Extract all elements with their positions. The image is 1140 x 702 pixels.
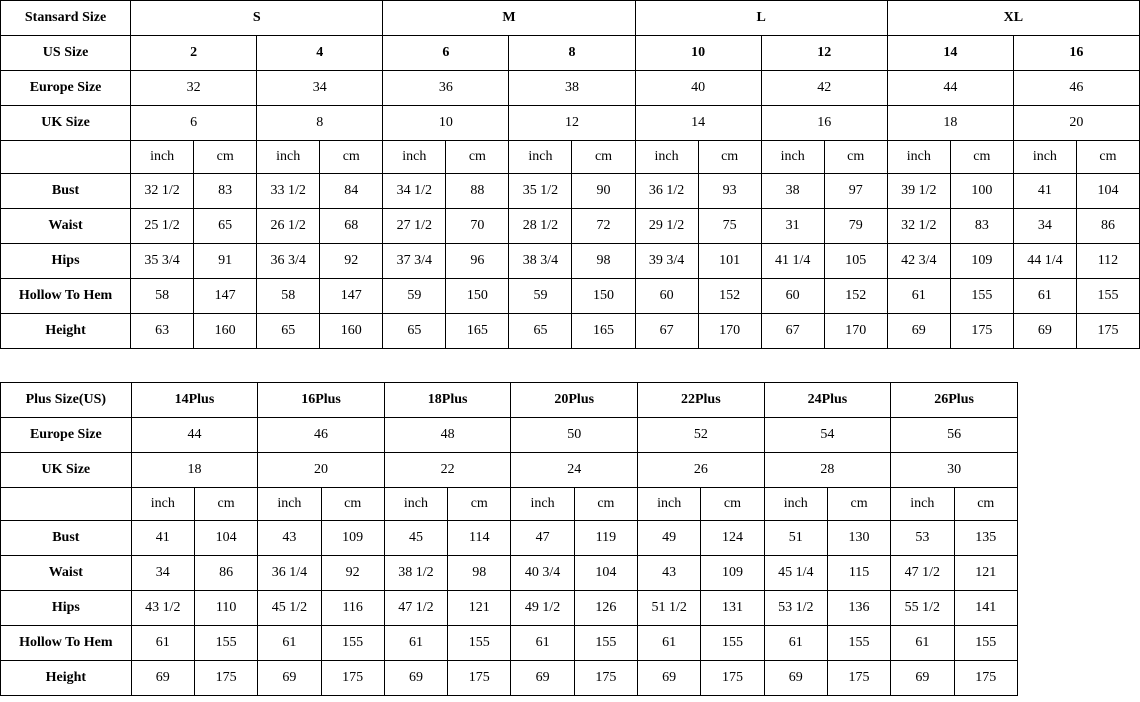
row-label-europe-size: Europe Size [1, 71, 131, 106]
hips-value: 91 [194, 244, 257, 279]
height-value: 65 [383, 314, 446, 349]
plus-unit-cell: inch [131, 488, 194, 521]
hollow-to-hem-value: 60 [761, 279, 824, 314]
uk-size-value: 20 [1013, 106, 1139, 141]
unit-cell: cm [194, 141, 257, 174]
height-value: 170 [824, 314, 887, 349]
bust-value: 34 1/2 [383, 174, 446, 209]
bust-value: 93 [698, 174, 761, 209]
waist-value: 26 1/2 [257, 209, 320, 244]
plus-hips-value: 53 1/2 [764, 591, 827, 626]
bust-value: 33 1/2 [257, 174, 320, 209]
plus-height-value: 69 [764, 661, 827, 696]
hollow-to-hem-value: 147 [194, 279, 257, 314]
europe-size-value: 42 [761, 71, 887, 106]
plus-bust-value: 41 [131, 521, 194, 556]
table-row-plus-sizes [1, 383, 1018, 418]
plus-uk-size-value: 22 [384, 453, 511, 488]
uk-size-value: 10 [383, 106, 509, 141]
standard-size-table [0, 0, 1140, 349]
plus-bust-value: 45 [384, 521, 447, 556]
table-row-europe-size [1, 71, 1140, 106]
table-row-uk-size [1, 106, 1140, 141]
bust-value: 83 [194, 174, 257, 209]
europe-size-value: 32 [131, 71, 257, 106]
waist-value: 72 [572, 209, 635, 244]
row-label-hips: Hips [1, 244, 131, 279]
us-size-value: 16 [1013, 36, 1139, 71]
waist-value: 83 [950, 209, 1013, 244]
row-label-height: Height [1, 314, 131, 349]
plus-europe-size-value: 52 [638, 418, 765, 453]
plus-hips-value: 136 [827, 591, 890, 626]
unit-cell: cm [446, 141, 509, 174]
waist-value: 25 1/2 [131, 209, 194, 244]
plus-bust-value: 51 [764, 521, 827, 556]
size-group-xl: XL [887, 1, 1139, 36]
us-size-value: 6 [383, 36, 509, 71]
plus-unit-cell: inch [891, 488, 954, 521]
plus-uk-size-value: 26 [638, 453, 765, 488]
plus-waist-value: 43 [638, 556, 701, 591]
plus-size-14: 14Plus [131, 383, 258, 418]
bust-value: 97 [824, 174, 887, 209]
height-value: 65 [257, 314, 320, 349]
plus-bust-value: 109 [321, 521, 384, 556]
unit-cell: inch [383, 141, 446, 174]
table-row-plus-hollow-to-hem [1, 626, 1018, 661]
hips-value: 92 [320, 244, 383, 279]
hollow-to-hem-value: 58 [257, 279, 320, 314]
plus-waist-value: 115 [827, 556, 890, 591]
plus-height-value: 175 [574, 661, 637, 696]
plus-bust-value: 130 [827, 521, 890, 556]
hips-value: 39 3/4 [635, 244, 698, 279]
bust-value: 84 [320, 174, 383, 209]
waist-value: 28 1/2 [509, 209, 572, 244]
plus-hips-value: 116 [321, 591, 384, 626]
hips-value: 96 [446, 244, 509, 279]
plus-unit-cell: cm [954, 488, 1018, 521]
plus-waist-value: 34 [131, 556, 194, 591]
plus-size-18: 18Plus [384, 383, 511, 418]
table-row-plus-waist [1, 556, 1018, 591]
plus-hips-value: 110 [194, 591, 257, 626]
us-size-value: 10 [635, 36, 761, 71]
waist-value: 75 [698, 209, 761, 244]
plus-bust-value: 124 [701, 521, 764, 556]
plus-hollow-to-hem-value: 61 [384, 626, 447, 661]
plus-waist-value: 104 [574, 556, 637, 591]
plus-height-value: 69 [258, 661, 321, 696]
hollow-to-hem-value: 59 [383, 279, 446, 314]
plus-europe-size-value: 50 [511, 418, 638, 453]
plus-unit-cell: inch [764, 488, 827, 521]
us-size-value: 8 [509, 36, 635, 71]
height-value: 160 [320, 314, 383, 349]
plus-waist-value: 121 [954, 556, 1018, 591]
bust-value: 39 1/2 [887, 174, 950, 209]
size-group-m: M [383, 1, 635, 36]
row-label-plus-europe-size: Europe Size [1, 418, 132, 453]
plus-height-value: 69 [511, 661, 574, 696]
hips-value: 105 [824, 244, 887, 279]
bust-value: 36 1/2 [635, 174, 698, 209]
plus-bust-value: 53 [891, 521, 954, 556]
waist-value: 31 [761, 209, 824, 244]
plus-bust-value: 43 [258, 521, 321, 556]
unit-cell: inch [131, 141, 194, 174]
table-row-size-groups [1, 1, 1140, 36]
europe-size-value: 40 [635, 71, 761, 106]
plus-europe-size-value: 46 [258, 418, 385, 453]
table-row-waist [1, 209, 1140, 244]
waist-value: 34 [1013, 209, 1076, 244]
waist-value: 86 [1076, 209, 1139, 244]
bust-value: 104 [1076, 174, 1139, 209]
bust-value: 41 [1013, 174, 1076, 209]
plus-unit-cell: cm [194, 488, 257, 521]
europe-size-value: 36 [383, 71, 509, 106]
plus-waist-value: 40 3/4 [511, 556, 574, 591]
row-label-hollow-to-hem: Hollow To Hem [1, 279, 131, 314]
plus-hips-value: 126 [574, 591, 637, 626]
height-value: 170 [698, 314, 761, 349]
plus-unit-row-corner [1, 488, 132, 521]
size-group-s: S [131, 1, 383, 36]
plus-unit-cell: inch [638, 488, 701, 521]
plus-hollow-to-hem-value: 61 [131, 626, 194, 661]
plus-bust-value: 114 [448, 521, 511, 556]
plus-size-26: 26Plus [891, 383, 1018, 418]
unit-cell: inch [635, 141, 698, 174]
hips-value: 98 [572, 244, 635, 279]
plus-size-table [0, 382, 1018, 696]
hollow-to-hem-value: 155 [1076, 279, 1139, 314]
europe-size-value: 46 [1013, 71, 1139, 106]
plus-waist-value: 92 [321, 556, 384, 591]
plus-hips-value: 45 1/2 [258, 591, 321, 626]
unit-cell: cm [320, 141, 383, 174]
unit-cell: cm [1076, 141, 1139, 174]
table-row-height [1, 314, 1140, 349]
plus-unit-cell: cm [827, 488, 890, 521]
waist-value: 27 1/2 [383, 209, 446, 244]
hollow-to-hem-value: 61 [1013, 279, 1076, 314]
plus-hollow-to-hem-value: 61 [258, 626, 321, 661]
plus-size-24: 24Plus [764, 383, 891, 418]
plus-hips-value: 51 1/2 [638, 591, 701, 626]
waist-value: 29 1/2 [635, 209, 698, 244]
plus-hips-value: 131 [701, 591, 764, 626]
uk-size-value: 18 [887, 106, 1013, 141]
hips-value: 109 [950, 244, 1013, 279]
unit-cell: inch [1013, 141, 1076, 174]
plus-height-value: 175 [954, 661, 1018, 696]
table-row-plus-bust [1, 521, 1018, 556]
height-value: 165 [572, 314, 635, 349]
row-label-plus-bust: Bust [1, 521, 132, 556]
plus-uk-size-value: 30 [891, 453, 1018, 488]
plus-hollow-to-hem-value: 61 [511, 626, 574, 661]
plus-size-20: 20Plus [511, 383, 638, 418]
plus-hollow-to-hem-value: 155 [954, 626, 1018, 661]
height-value: 175 [950, 314, 1013, 349]
row-label-plus-height: Height [1, 661, 132, 696]
plus-height-value: 175 [448, 661, 511, 696]
plus-uk-size-value: 20 [258, 453, 385, 488]
hips-value: 44 1/4 [1013, 244, 1076, 279]
row-label-bust: Bust [1, 174, 131, 209]
plus-bust-value: 47 [511, 521, 574, 556]
hollow-to-hem-value: 58 [131, 279, 194, 314]
plus-bust-value: 135 [954, 521, 1018, 556]
plus-waist-value: 86 [194, 556, 257, 591]
plus-height-value: 69 [384, 661, 447, 696]
hollow-to-hem-value: 155 [950, 279, 1013, 314]
plus-waist-value: 38 1/2 [384, 556, 447, 591]
table-row-plus-uk-size [1, 453, 1018, 488]
table-row-bust [1, 174, 1140, 209]
plus-size-16: 16Plus [258, 383, 385, 418]
height-value: 69 [1013, 314, 1076, 349]
plus-uk-size-value: 18 [131, 453, 258, 488]
uk-size-value: 8 [257, 106, 383, 141]
plus-hips-value: 43 1/2 [131, 591, 194, 626]
hollow-to-hem-value: 61 [887, 279, 950, 314]
plus-corner-label: Plus Size(US) [1, 383, 132, 418]
table-row-plus-units [1, 488, 1018, 521]
uk-size-value: 16 [761, 106, 887, 141]
unit-cell: inch [257, 141, 320, 174]
row-label-us-size: US Size [1, 36, 131, 71]
standard-corner-label: Stansard Size [1, 1, 131, 36]
plus-unit-cell: inch [384, 488, 447, 521]
plus-uk-size-value: 28 [764, 453, 891, 488]
waist-value: 70 [446, 209, 509, 244]
us-size-value: 14 [887, 36, 1013, 71]
unit-cell: inch [761, 141, 824, 174]
unit-cell: cm [824, 141, 887, 174]
hollow-to-hem-value: 150 [446, 279, 509, 314]
height-value: 67 [635, 314, 698, 349]
uk-size-value: 12 [509, 106, 635, 141]
table-row-plus-height [1, 661, 1018, 696]
uk-size-value: 14 [635, 106, 761, 141]
height-value: 65 [509, 314, 572, 349]
plus-unit-cell: cm [574, 488, 637, 521]
hollow-to-hem-value: 152 [698, 279, 761, 314]
europe-size-value: 44 [887, 71, 1013, 106]
hips-value: 42 3/4 [887, 244, 950, 279]
size-group-l: L [635, 1, 887, 36]
height-value: 160 [194, 314, 257, 349]
hips-value: 101 [698, 244, 761, 279]
plus-hips-value: 47 1/2 [384, 591, 447, 626]
row-label-plus-hollow-to-hem: Hollow To Hem [1, 626, 132, 661]
plus-height-value: 175 [194, 661, 257, 696]
plus-waist-value: 47 1/2 [891, 556, 954, 591]
height-value: 63 [131, 314, 194, 349]
plus-unit-cell: inch [258, 488, 321, 521]
plus-waist-value: 98 [448, 556, 511, 591]
hips-value: 38 3/4 [509, 244, 572, 279]
waist-value: 79 [824, 209, 887, 244]
plus-uk-size-value: 24 [511, 453, 638, 488]
plus-hollow-to-hem-value: 61 [638, 626, 701, 661]
plus-hollow-to-hem-value: 155 [701, 626, 764, 661]
unit-cell: inch [509, 141, 572, 174]
plus-height-value: 69 [891, 661, 954, 696]
plus-hips-value: 141 [954, 591, 1018, 626]
bust-value: 88 [446, 174, 509, 209]
table-separator [0, 353, 1140, 382]
hips-value: 37 3/4 [383, 244, 446, 279]
bust-value: 90 [572, 174, 635, 209]
waist-value: 68 [320, 209, 383, 244]
plus-hollow-to-hem-value: 61 [764, 626, 827, 661]
plus-europe-size-value: 56 [891, 418, 1018, 453]
plus-hips-value: 55 1/2 [891, 591, 954, 626]
plus-hips-value: 49 1/2 [511, 591, 574, 626]
europe-size-value: 38 [509, 71, 635, 106]
row-label-plus-waist: Waist [1, 556, 132, 591]
bust-value: 35 1/2 [509, 174, 572, 209]
plus-unit-cell: cm [448, 488, 511, 521]
unit-cell: cm [950, 141, 1013, 174]
row-label-plus-uk-size: UK Size [1, 453, 132, 488]
unit-cell: cm [572, 141, 635, 174]
height-value: 69 [887, 314, 950, 349]
table-row-hips [1, 244, 1140, 279]
us-size-value: 2 [131, 36, 257, 71]
plus-height-value: 175 [321, 661, 384, 696]
waist-value: 32 1/2 [887, 209, 950, 244]
plus-waist-value: 36 1/4 [258, 556, 321, 591]
plus-bust-value: 49 [638, 521, 701, 556]
plus-hollow-to-hem-value: 155 [321, 626, 384, 661]
hollow-to-hem-value: 152 [824, 279, 887, 314]
plus-europe-size-value: 44 [131, 418, 258, 453]
plus-hips-value: 121 [448, 591, 511, 626]
plus-height-value: 69 [131, 661, 194, 696]
table-row-plus-hips [1, 591, 1018, 626]
europe-size-value: 34 [257, 71, 383, 106]
bust-value: 38 [761, 174, 824, 209]
plus-height-value: 175 [827, 661, 890, 696]
row-label-uk-size: UK Size [1, 106, 131, 141]
bust-value: 100 [950, 174, 1013, 209]
table-row-units [1, 141, 1140, 174]
plus-unit-cell: cm [701, 488, 764, 521]
plus-height-value: 69 [638, 661, 701, 696]
hips-value: 41 1/4 [761, 244, 824, 279]
plus-waist-value: 109 [701, 556, 764, 591]
plus-bust-value: 119 [574, 521, 637, 556]
table-row-hollow-to-hem [1, 279, 1140, 314]
uk-size-value: 6 [131, 106, 257, 141]
hollow-to-hem-value: 59 [509, 279, 572, 314]
us-size-value: 4 [257, 36, 383, 71]
plus-europe-size-value: 48 [384, 418, 511, 453]
height-value: 67 [761, 314, 824, 349]
plus-height-value: 175 [701, 661, 764, 696]
unit-row-corner [1, 141, 131, 174]
plus-unit-cell: cm [321, 488, 384, 521]
plus-hollow-to-hem-value: 155 [194, 626, 257, 661]
plus-hollow-to-hem-value: 155 [448, 626, 511, 661]
unit-cell: cm [698, 141, 761, 174]
row-label-plus-hips: Hips [1, 591, 132, 626]
unit-cell: inch [887, 141, 950, 174]
bust-value: 32 1/2 [131, 174, 194, 209]
us-size-value: 12 [761, 36, 887, 71]
plus-unit-cell: inch [511, 488, 574, 521]
hollow-to-hem-value: 60 [635, 279, 698, 314]
plus-hollow-to-hem-value: 155 [574, 626, 637, 661]
row-label-waist: Waist [1, 209, 131, 244]
plus-bust-value: 104 [194, 521, 257, 556]
table-row-plus-europe-size [1, 418, 1018, 453]
hollow-to-hem-value: 147 [320, 279, 383, 314]
plus-size-22: 22Plus [638, 383, 765, 418]
hips-value: 36 3/4 [257, 244, 320, 279]
waist-value: 65 [194, 209, 257, 244]
height-value: 165 [446, 314, 509, 349]
plus-europe-size-value: 54 [764, 418, 891, 453]
plus-waist-value: 45 1/4 [764, 556, 827, 591]
hips-value: 112 [1076, 244, 1139, 279]
table-row-us-size [1, 36, 1140, 71]
hips-value: 35 3/4 [131, 244, 194, 279]
plus-hollow-to-hem-value: 61 [891, 626, 954, 661]
hollow-to-hem-value: 150 [572, 279, 635, 314]
plus-hollow-to-hem-value: 155 [827, 626, 890, 661]
height-value: 175 [1076, 314, 1139, 349]
